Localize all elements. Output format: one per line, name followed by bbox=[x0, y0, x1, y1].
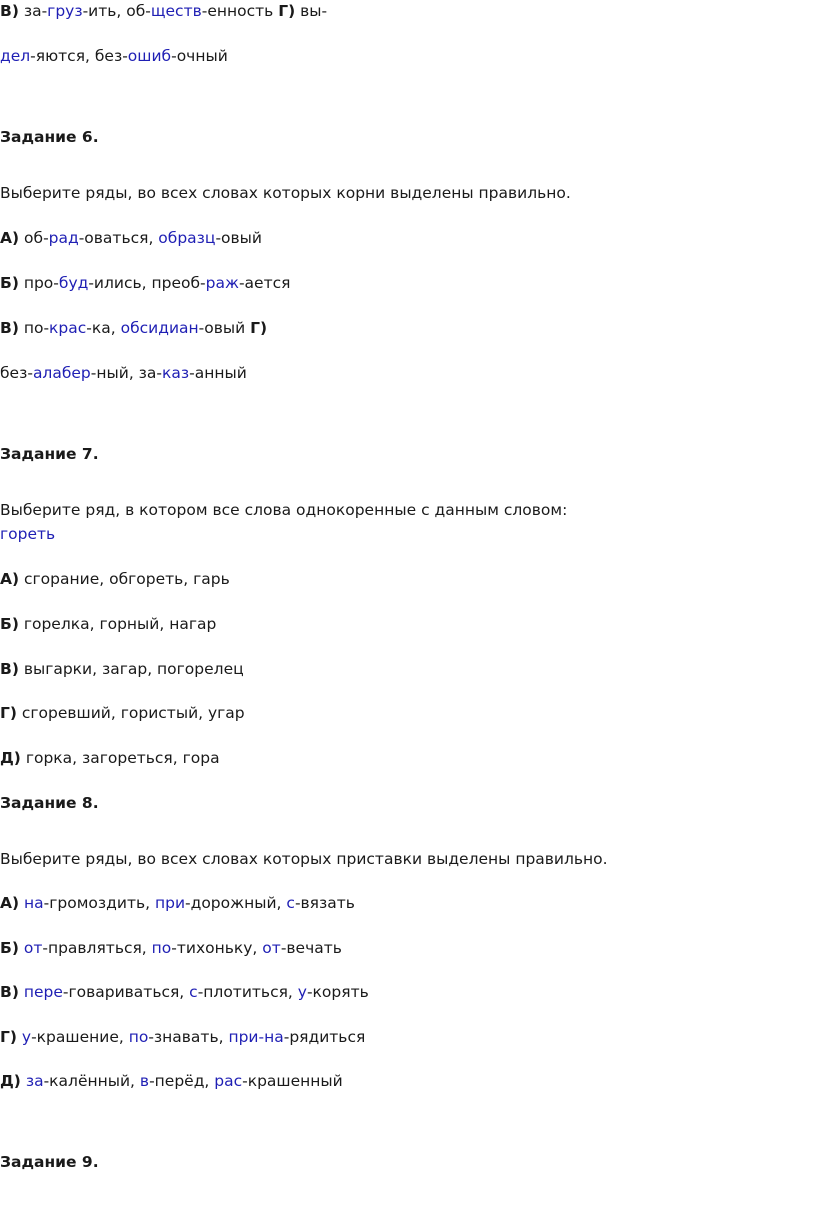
task-6-option-v bbox=[0, 318, 267, 338]
answer-line-continuation bbox=[0, 46, 228, 66]
text: -правляться, bbox=[42, 939, 152, 957]
highlight-root: образц bbox=[158, 229, 216, 247]
highlight-prefix: по bbox=[151, 939, 172, 957]
text: без- bbox=[0, 364, 33, 382]
highlight-prefix: по bbox=[128, 1028, 149, 1046]
text: вы- bbox=[295, 2, 328, 20]
text: горелка, горный, нагар bbox=[18, 615, 217, 633]
text: -тихоньку, bbox=[171, 939, 263, 957]
text: сгоревший, гористый, угар bbox=[16, 704, 245, 722]
text: -анный bbox=[189, 364, 247, 382]
text: -перёд, bbox=[149, 1072, 215, 1090]
task-7-option-g bbox=[0, 703, 245, 723]
task-7-word: гореть bbox=[0, 525, 56, 543]
task-7-option-d bbox=[0, 748, 220, 768]
text: за- bbox=[18, 2, 48, 20]
text: -калённый, bbox=[43, 1072, 140, 1090]
highlight-prefix: при-на bbox=[228, 1028, 284, 1046]
text: -овый bbox=[198, 319, 251, 337]
highlight-prefix: при bbox=[154, 894, 186, 912]
option-label: В) bbox=[0, 660, 19, 678]
highlight-prefix: с bbox=[286, 894, 295, 912]
text: -крашенный bbox=[242, 1072, 343, 1090]
highlight-root: ошиб bbox=[127, 47, 172, 65]
text: -громоздить, bbox=[43, 894, 155, 912]
highlight-root: обсидиан bbox=[120, 319, 199, 337]
highlight-prefix: у bbox=[21, 1028, 32, 1046]
highlight-prefix: рас bbox=[214, 1072, 243, 1090]
highlight-prefix: в bbox=[139, 1072, 150, 1090]
text: -яются, без- bbox=[30, 47, 128, 65]
text: -знавать, bbox=[148, 1028, 229, 1046]
text: -очный bbox=[171, 47, 228, 65]
text: горка, загореться, гора bbox=[20, 749, 220, 767]
text: -говариваться, bbox=[62, 983, 190, 1001]
task-8-option-g bbox=[0, 1027, 365, 1047]
task-6-heading: Задание 6. bbox=[0, 128, 99, 146]
option-label: А) bbox=[0, 570, 20, 588]
task-8-heading: Задание 8. bbox=[0, 794, 99, 812]
task-7-option-b bbox=[0, 614, 216, 634]
option-label: В) bbox=[0, 983, 19, 1001]
option-label: Г) bbox=[250, 319, 268, 337]
task-7-option-v bbox=[0, 659, 244, 679]
option-label: Б) bbox=[0, 274, 19, 292]
text: -дорожный, bbox=[185, 894, 287, 912]
task-7-heading: Задание 7. bbox=[0, 445, 99, 463]
task-6-question: Выберите ряды, во всех словах которых корни выделены правильно. bbox=[0, 184, 571, 202]
option-label: Д) bbox=[0, 1072, 21, 1090]
option-label: В) bbox=[0, 319, 19, 337]
highlight-root: крас bbox=[49, 319, 87, 337]
option-label: В) bbox=[0, 2, 19, 20]
option-label: Г) bbox=[0, 704, 17, 722]
highlight-prefix: за bbox=[25, 1072, 44, 1090]
text: -вязать bbox=[294, 894, 355, 912]
task-8-option-v bbox=[0, 982, 369, 1002]
text: -енность bbox=[201, 2, 279, 20]
text: про- bbox=[18, 274, 59, 292]
highlight-root: каз bbox=[162, 364, 190, 382]
task-8-option-a bbox=[0, 893, 355, 913]
option-label: Б) bbox=[0, 615, 19, 633]
text: -ились, преоб- bbox=[88, 274, 206, 292]
highlight-root: груз bbox=[47, 2, 83, 20]
task-6-option-g bbox=[0, 363, 247, 383]
text: -оваться, bbox=[78, 229, 159, 247]
option-label: Д) bbox=[0, 749, 21, 767]
task-7-option-a bbox=[0, 569, 230, 589]
text: выгарки, загар, погорелец bbox=[18, 660, 244, 678]
text: -ить, об- bbox=[82, 2, 151, 20]
highlight-root: раж bbox=[205, 274, 239, 292]
text: -крашение, bbox=[31, 1028, 129, 1046]
option-label: А) bbox=[0, 229, 20, 247]
option-label: А) bbox=[0, 894, 20, 912]
text: -рядиться bbox=[283, 1028, 366, 1046]
task-6-option-b bbox=[0, 273, 290, 293]
task-9-heading: Задание 9. bbox=[0, 1153, 99, 1171]
highlight-root: ществ bbox=[150, 2, 202, 20]
text: -вечать bbox=[280, 939, 342, 957]
highlight-prefix: с bbox=[189, 983, 198, 1001]
highlight-root: алабер bbox=[32, 364, 91, 382]
highlight-prefix: от bbox=[262, 939, 281, 957]
highlight-root: буд bbox=[58, 274, 89, 292]
task-8-question: Выберите ряды, во всех словах которых приставки выделены правильно. bbox=[0, 850, 608, 868]
task-8-option-b bbox=[0, 938, 342, 958]
text: об- bbox=[19, 229, 49, 247]
text: -плотиться, bbox=[197, 983, 298, 1001]
option-label: Г) bbox=[278, 2, 296, 20]
highlight-prefix: от bbox=[23, 939, 43, 957]
text: -ный, за- bbox=[90, 364, 163, 382]
task-6-option-a bbox=[0, 228, 262, 248]
highlight-prefix: пере bbox=[23, 983, 63, 1001]
task-7-question: Выберите ряд, в котором все слова однокоренные с данным словом: bbox=[0, 501, 568, 519]
text: -ается bbox=[238, 274, 291, 292]
highlight-root: рад bbox=[48, 229, 79, 247]
text: -овый bbox=[215, 229, 262, 247]
text: сгорание, обгореть, гарь bbox=[19, 570, 230, 588]
highlight-prefix: у bbox=[297, 983, 307, 1001]
highlight-root: дел bbox=[0, 47, 31, 65]
option-label: Г) bbox=[0, 1028, 17, 1046]
answer-line-v-g bbox=[0, 1, 327, 21]
text: по- bbox=[18, 319, 50, 337]
highlight-prefix: на bbox=[24, 894, 44, 912]
text: -ка, bbox=[86, 319, 121, 337]
text: -корять bbox=[306, 983, 369, 1001]
task-8-option-d bbox=[0, 1071, 343, 1091]
option-label: Б) bbox=[0, 939, 19, 957]
